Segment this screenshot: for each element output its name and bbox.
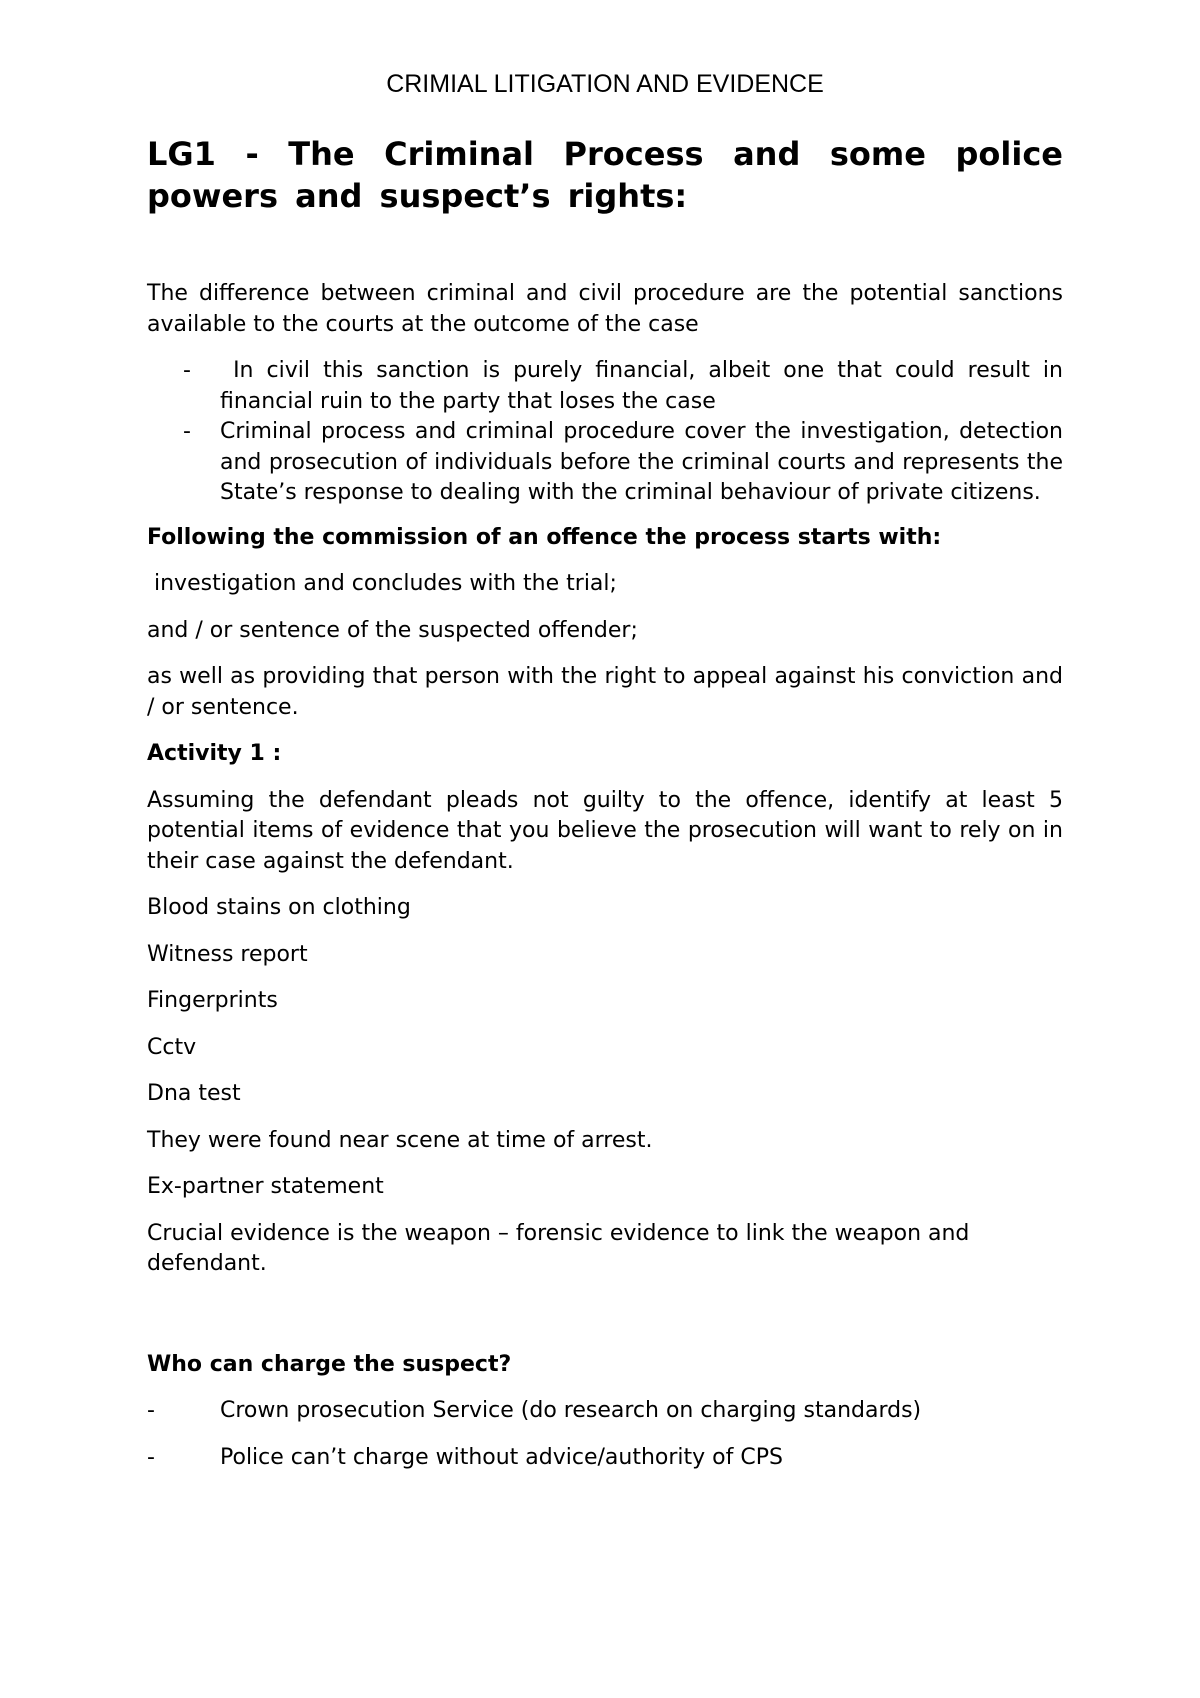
evidence-item: Blood stains on clothing bbox=[147, 895, 411, 920]
sanction-bullet-list bbox=[147, 356, 1070, 509]
activity-text: Assuming the defendant pleads not guilty to the offence, identify at least 5 potential items of evidence that you believe the prosecution will want to rely on in their case against the defendant. bbox=[147, 787, 1063, 874]
evidence-item: Crucial evidence is the weapon – forensic evidence to link the weapon and defendant. bbox=[147, 1220, 970, 1276]
evidence-item: Fingerprints bbox=[147, 988, 278, 1013]
intro-paragraph: The difference between criminal and civil procedure are the potential sanctions available to the courts at the outcome of the case bbox=[147, 281, 1063, 337]
process-heading: Following the commission of an offence the process starts with: bbox=[147, 524, 942, 550]
process-line: as well as providing that person with the right to appeal against his conviction and / or sentence. bbox=[147, 664, 1063, 720]
charge-heading: Who can charge the suspect? bbox=[147, 1351, 512, 1377]
list-item bbox=[147, 356, 1070, 417]
evidence-item: They were found near scene at time of arrest. bbox=[147, 1127, 653, 1153]
section-heading: LG1 - The Criminal Process and some police powers and suspect’s rights: bbox=[147, 135, 1063, 215]
evidence-item: Cctv bbox=[147, 1034, 197, 1060]
bullet-text: In civil this sanction is purely financial, albeit one that could result in financial ruin to the party that loses the case bbox=[220, 358, 1070, 414]
charge-item-text: Police can’t charge without advice/authority of CPS bbox=[220, 1444, 783, 1470]
bullet-text: Criminal process and criminal procedure cover the investigation, detection and prosecution of individuals before the criminal courts and represents the State’s response to dealing with the criminal behaviour of private citizens. bbox=[220, 419, 1063, 505]
bullet-marker: - bbox=[183, 358, 191, 383]
charge-item-text: Crown prosecution Service (do research on charging standards) bbox=[220, 1398, 922, 1423]
list-item bbox=[147, 417, 1063, 509]
document-page bbox=[147, 70, 1070, 1489]
evidence-item: Ex-partner statement bbox=[147, 1174, 384, 1199]
bullet-marker: - bbox=[183, 419, 191, 444]
list-item bbox=[147, 1396, 1063, 1427]
process-line: and / or sentence of the suspected offender; bbox=[147, 617, 638, 643]
charge-list bbox=[147, 1396, 1063, 1473]
list-item bbox=[147, 1443, 1063, 1474]
evidence-item: Dna test bbox=[147, 1081, 241, 1106]
document-title: CRIMIAL LITIGATION AND EVIDENCE bbox=[386, 70, 824, 98]
bullet-marker: - bbox=[147, 1444, 155, 1470]
process-line: investigation and concludes with the trial; bbox=[147, 571, 617, 596]
bullet-marker: - bbox=[147, 1398, 155, 1423]
evidence-list bbox=[147, 893, 1063, 1280]
activity-heading: Activity 1 : bbox=[147, 741, 282, 766]
evidence-item: Witness report bbox=[147, 941, 308, 967]
